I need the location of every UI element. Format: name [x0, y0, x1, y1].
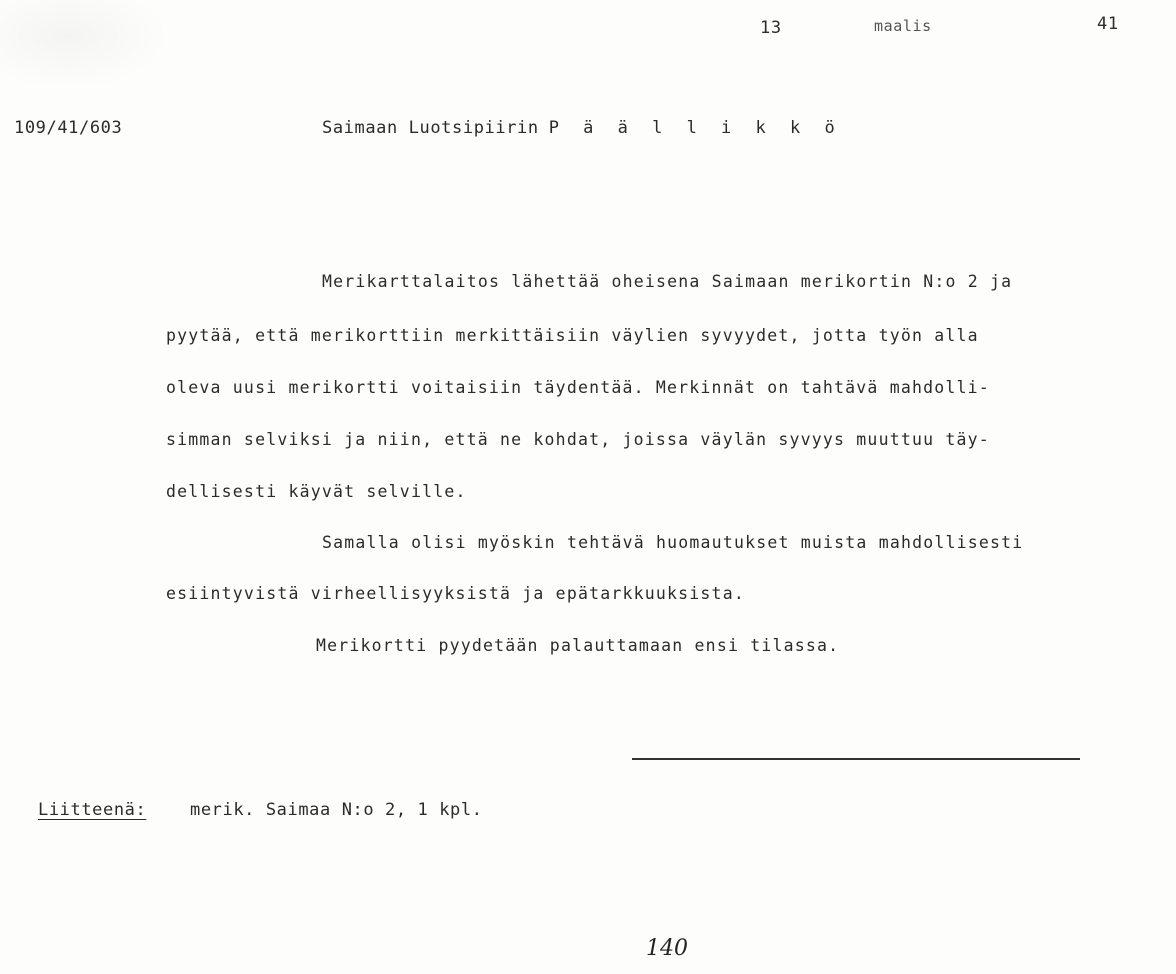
- body-line: pyytää, että merikorttiin merkittäisiin väylien syvyydet, jotta työn alla: [166, 326, 979, 345]
- date-day: 13: [760, 18, 782, 38]
- handwritten-page-number: 140: [646, 936, 688, 961]
- body-line: simman selviksi ja niin, että ne kohdat, joissa väylän syvyys muuttuu täy-: [166, 430, 990, 449]
- attachment-value: merik. Saimaa N:o 2, 1 kpl.: [190, 800, 483, 820]
- date-month: maalis: [874, 17, 932, 35]
- body-line: esiintyvistä virheellisyyksistä ja epätarkkuuksista.: [166, 584, 745, 603]
- signature-line: [632, 758, 1080, 760]
- reference-number: 109/41/603: [14, 118, 123, 138]
- body-line: oleva uusi merikortti voitaisiin täydentää. Merkinnät on tahtävä mahdolli-: [166, 378, 990, 397]
- body-line: Merikarttalaitos lähettää oheisena Saimaan merikortin N:o 2 ja: [322, 272, 1013, 291]
- addressee-prefix: Saimaan Luotsipiirin: [322, 118, 539, 138]
- attachment-label: Liitteenä:: [38, 800, 147, 820]
- body-line: dellisesti käyvät selville.: [166, 482, 467, 501]
- addressee: [322, 118, 842, 138]
- addressee-title: P ä ä l l i k k ö: [548, 118, 842, 138]
- paper-smudge: [0, 0, 170, 90]
- date-year: 41: [1097, 14, 1119, 34]
- body-line: Merikortti pyydetään palauttamaan ensi tilassa.: [316, 636, 840, 655]
- body-line: Samalla olisi myöskin tehtävä huomautukset muista mahdollisesti: [322, 533, 1024, 552]
